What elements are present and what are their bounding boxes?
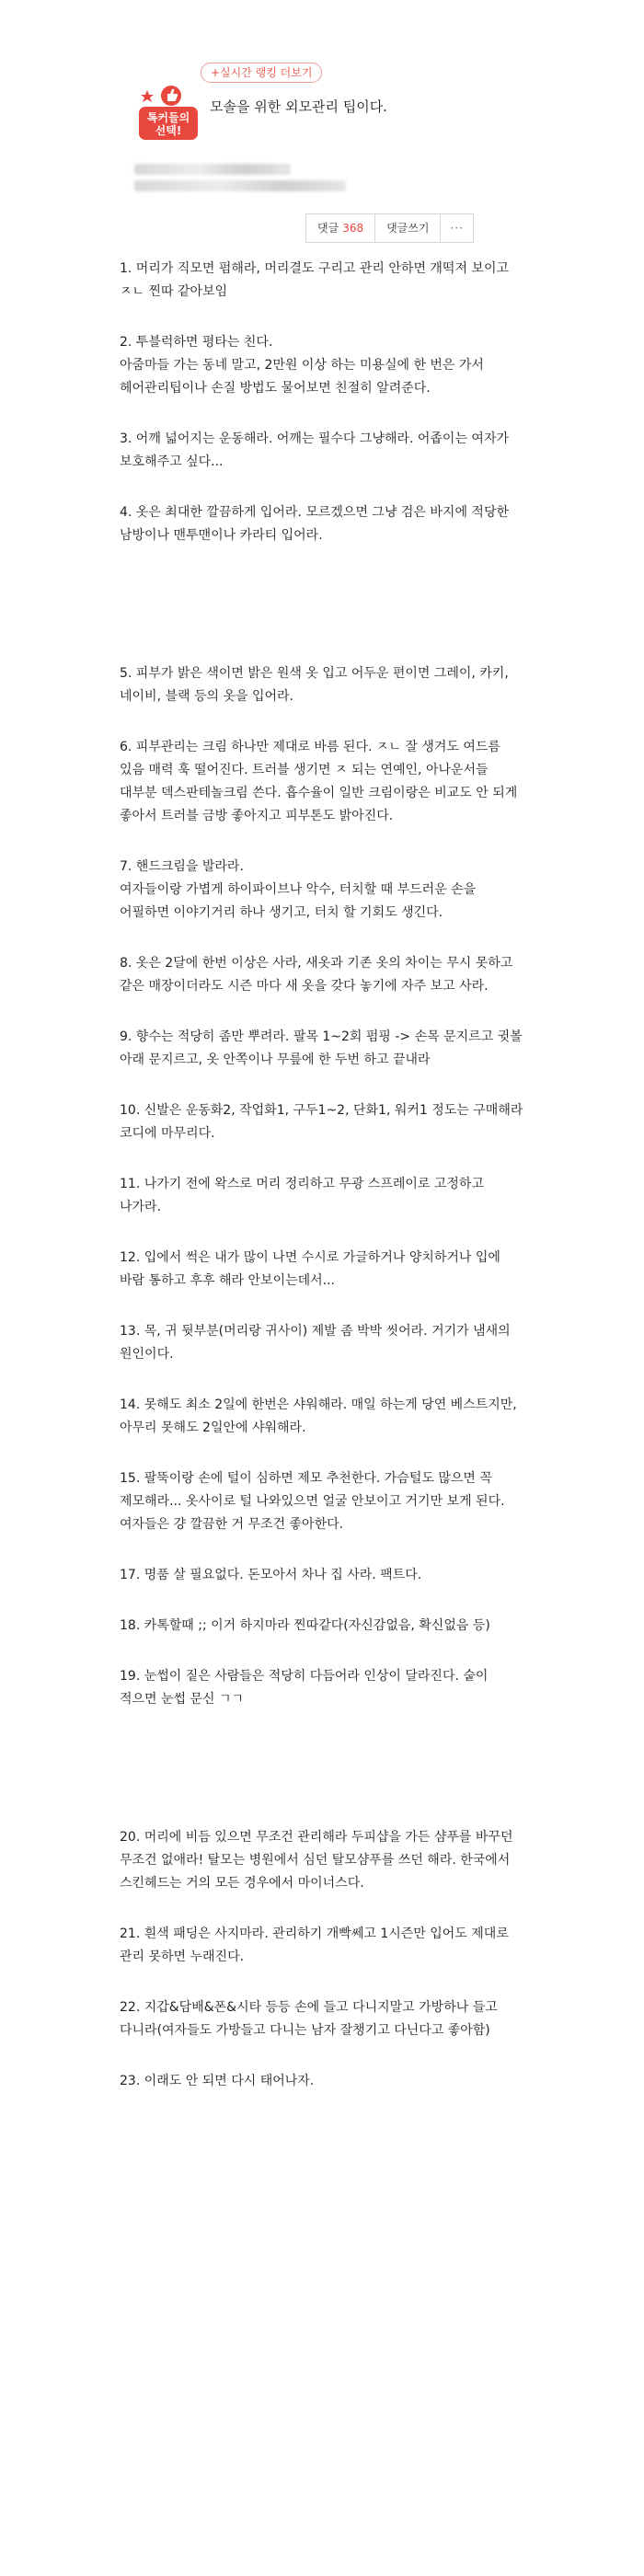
tip-8: 8. 옷은 2달에 한번 이상은 사라, 새옷과 기존 옷의 차이는 무시 못하고 같은 매장이더라도 시즌 마다 새 옷을 갖다 놓기에 자주 보고 사라. (120, 956, 513, 994)
tip-3: 3. 어깨 넓어지는 운동해라. 어깨는 필수다 그냥해라. 어좁이는 여자가 보호해주고 싶다... (120, 431, 510, 469)
tip-21: 21. 흰색 패딩은 사지마라. 관리하기 개빡쎄고 1시즌만 입어도 제대로 관리 못하면 누래진다. (120, 1926, 509, 1964)
tip-1: 1. 머리가 직모면 펌해라, 머리결도 구리고 관리 안하면 개떡져 보이고 ㅈㄴ 찐따 같아보임 (120, 261, 510, 299)
post-action-bar (305, 213, 474, 243)
post-body (120, 258, 524, 2121)
tip-11: 11. 나가기 전에 왁스로 머리 정리하고 무광 스프레이로 고정하고 나가라. (120, 1177, 484, 1214)
badge-text-line1: 톡커들의 (146, 111, 190, 124)
comments-count: 368 (342, 222, 364, 235)
tip-20: 20. 머리에 비듬 있으면 무조건 관리해라 두피샵을 가든 샴푸를 바꾸던 무조건 없애라! 탈모는 병원에서 심던 탈모샴푸를 쓰던 해라. 한국에서 스킨헤드는 거의 모든 경우에서 마이너스다. (120, 1830, 513, 1891)
tip-10: 10. 신발은 운동화2, 작업화1, 구두1~2, 단화1, 워커1 정도는 구매해라 코디에 마무리다. (120, 1103, 523, 1141)
post-header (120, 46, 524, 193)
tip-13: 13. 목, 귀 뒷부분(머리랑 귀사이) 제발 좀 박박 씻어라. 거기가 냄새의 원인이다. (120, 1324, 511, 1362)
tip-9: 9. 향수는 적당히 좀만 뿌려라. 팔목 1~2회 펌핑 -> 손목 문지르고 귓볼 아래 문지르고, 옷 안쪽이나 무릎에 한 두번 하고 끝내라 (120, 1029, 523, 1067)
spacer (120, 1739, 524, 1826)
write-comment-button[interactable]: 댓글쓰기 (375, 214, 441, 242)
tip-6: 6. 피부관리는 크림 하나만 제대로 바름 된다. ㅈㄴ 잘 생겨도 여드름 있음 매력 훅 떨어진다. 트러블 생기면 ㅈ 되는 연예인, 아나운서들 대부분 덱스판테놀크림 쓴다. 흡수율이 일반 크림이랑은 비교도 안 되게 좋아서 트러블 금방 좋아지고 피부톤도 밝아진다. (120, 740, 518, 823)
tip-2: 2. 투블럭하면 평타는 친다. 아줌마들 가는 동네 말고, 2만원 이상 하는 미용실에 한 번은 가서 헤어관리팁이나 손질 방법도 물어보면 친절히 알려준다. (120, 335, 484, 396)
tip-23: 23. 이래도 안 되면 다시 태어나자. (120, 2074, 315, 2088)
post-title: 모솔을 위한 외모관리 팁이다. (210, 98, 387, 115)
talkers-choice-badge-icon (138, 81, 199, 142)
tip-18: 18. 카톡할때 ;; 이거 하지마라 찐따같다(자신감없음, 확신없음 등) (120, 1618, 490, 1633)
tip-14: 14. 못해도 최소 2일에 한번은 샤워해라. 매일 하는게 당연 베스트지만, 아무리 못해도 2일안에 샤워해라. (120, 1397, 517, 1435)
more-options-button[interactable]: ··· (450, 222, 464, 235)
comments-button[interactable] (306, 214, 375, 242)
tip-15: 15. 팔뚝이랑 손에 털이 심하면 제모 추천한다. 가슴털도 많으면 꼭 제모해라... 옷사이로 털 나와있으면 얼굴 안보이고 거기만 보게 된다. 여자들은 걍 깔끔한 거 무조건 좋아한다. (120, 1471, 505, 1532)
realtime-ranking-link[interactable]: +실시간 랭킹 더보기 (201, 63, 322, 83)
tip-19: 19. 눈썹이 짙은 사람들은 적당히 다듬어라 인상이 달라진다. 숱이 적으면 눈썹 문신 ㄱㄱ (120, 1669, 489, 1707)
tip-17: 17. 명품 살 필요없다. 돈모아서 차나 집 사라. 팩트다. (120, 1568, 422, 1582)
tip-5: 5. 피부가 밝은 색이면 밝은 원색 옷 입고 어두운 편이면 그레이, 카키, 네이비, 블랙 등의 옷을 입어라. (120, 666, 509, 704)
badge-text-line2: 선택! (155, 124, 182, 137)
post-meta-blurred (134, 180, 346, 191)
tip-12: 12. 입에서 썩은 내가 많이 나면 수시로 가글하거나 양치하거나 입에 바람 통하고 후후 해라 안보이는데서... (120, 1250, 500, 1288)
tip-4: 4. 옷은 최대한 깔끔하게 입어라. 모르겠으면 그냥 검은 바지에 적당한 남방이나 맨투맨이나 카라티 입어라. (120, 505, 510, 543)
author-info-blurred (134, 164, 291, 175)
tip-7: 7. 핸드크림을 발라라. 여자들이랑 가볍게 하이파이브나 악수, 터치할 때 부드러운 손을 어필하면 이야기거리 하나 생기고, 터치 할 기회도 생긴다. (120, 859, 477, 920)
comments-label: 댓글 (317, 222, 339, 235)
tip-22: 22. 지갑&담배&폰&시타 등등 손에 들고 다니지말고 가방하나 들고 다니라(여자들도 가방들고 다니는 남자 잘챙기고 다닌다고 좋아함) (120, 2000, 498, 2038)
spacer (120, 575, 524, 662)
